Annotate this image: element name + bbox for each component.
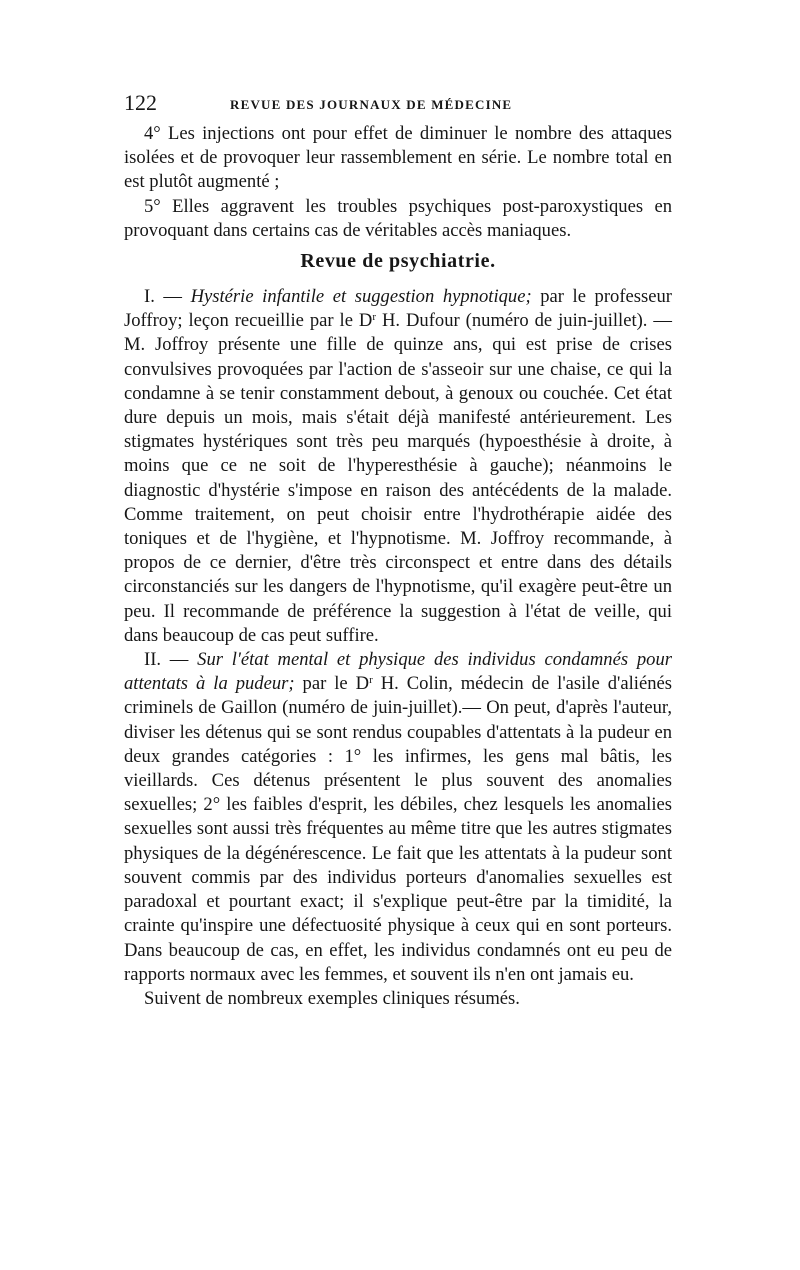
article-2 bbox=[124, 648, 672, 987]
article-2-number: II. — bbox=[144, 649, 198, 671]
paragraph-item-4: 4° Les injections ont pour effet de diminuer le nombre des attaques isolées et de provoquer leur rassemblement en série. Le nombre total en est plutôt augmenté ; bbox=[124, 123, 672, 193]
article-2-byline-end: H. Colin, médecin de l'asile d'aliénés criminels de Gaillon (numéro de juin-juillet).— bbox=[124, 673, 672, 719]
article-2-title: Sur l'état mental et physique des individus condamnés pour attentats à la pudeur; bbox=[124, 649, 672, 695]
paragraph-item-5: 5° Elles aggravent les troubles psychiques post-paroxystiques en provoquant dans certains cas de véritables accès maniaques. bbox=[124, 195, 672, 241]
page-number: 122 bbox=[124, 90, 157, 115]
article-1-body: M. Joffroy présente une fille de quinze ans, qui est prise de crises convulsives provoquées par l'action de s'asseoir sur une chaise, ce qui la condamne à se tenir constamment debout, à genoux ou couchée. Cet état dure depuis un mois, mais s'était déjà manifesté antérieurement. Les stigmates hystériques sont très peu marqués (hypoesthésie à droite, à moins que ce ne soit de l'hyperesthésie à gauche); néanmoins le diagnostic d'hystérie s'impose en raison des antécédents de la malade. Comme traitement, on peut choisir entre l'hydrothérapie aidée des toniques et de l'hygiène, et l'hypnotisme. M. Joffroy recommande, à propos de ce dernier, d'être très circonspect et entre dans des détails circonstanciés sur les dangers de l'hypnotisme, qu'il exagère peut-être un peu. Il recommande de préférence la suggestion à l'état de veille, qui dans beaucoup de cas peut suffire. bbox=[124, 334, 672, 646]
body-text bbox=[124, 122, 672, 1011]
article-2-body: On peut, d'après l'auteur, diviser les détenus qui se sont rendus coupables d'attentats à la pudeur en deux grandes catégories : 1° les infirmes, les gens mal bâtis, les vieillards. Ces détenus présentent le plus souvent des anomalies sexuelles; 2° les faibles d'esprit, les débiles, chez lesquels les anomalies sexuelles sont aussi très fréquentes au même titre que les autres stigmates physiques de la dégénérescence. Le fait que les attentats à la pudeur sont souvent commis par des individus porteurs d'anomalies sexuelles est paradoxal et pourtant exact; il s'explique peut-être par la timidité, la crainte qu'inspire une défectuosité physique à ceux qui en sont porteurs. Dans beaucoup de cas, en effet, les individus condamnés ont eu peu de rapports normaux avec les femmes, et souvent ils n'en ont jamais eu. bbox=[124, 697, 672, 985]
running-head: REVUE DES JOURNAUX DE MÉDECINE bbox=[230, 97, 513, 112]
article-1-number: I. — bbox=[144, 286, 191, 308]
article-1-title: Hystérie infantile et suggestion hypnotique; bbox=[190, 286, 532, 308]
page-header bbox=[124, 90, 672, 118]
article-1 bbox=[124, 285, 672, 648]
book-page bbox=[124, 90, 672, 1011]
closing-paragraph: Suivent de nombreux exemples cliniques résumés. bbox=[144, 987, 520, 1009]
article-1-byline-superscript: r bbox=[372, 311, 377, 324]
article-1-byline-end: H. Dufour (numéro de juin-juillet). — bbox=[376, 310, 673, 332]
article-2-byline-superscript: r bbox=[369, 674, 373, 687]
section-title: Revue de psychiatrie. bbox=[300, 250, 496, 273]
article-1-byline-start: par le professeur Joffroy; leçon recueillie par le D bbox=[124, 286, 672, 332]
article-2-byline-start: par le D bbox=[294, 673, 370, 695]
